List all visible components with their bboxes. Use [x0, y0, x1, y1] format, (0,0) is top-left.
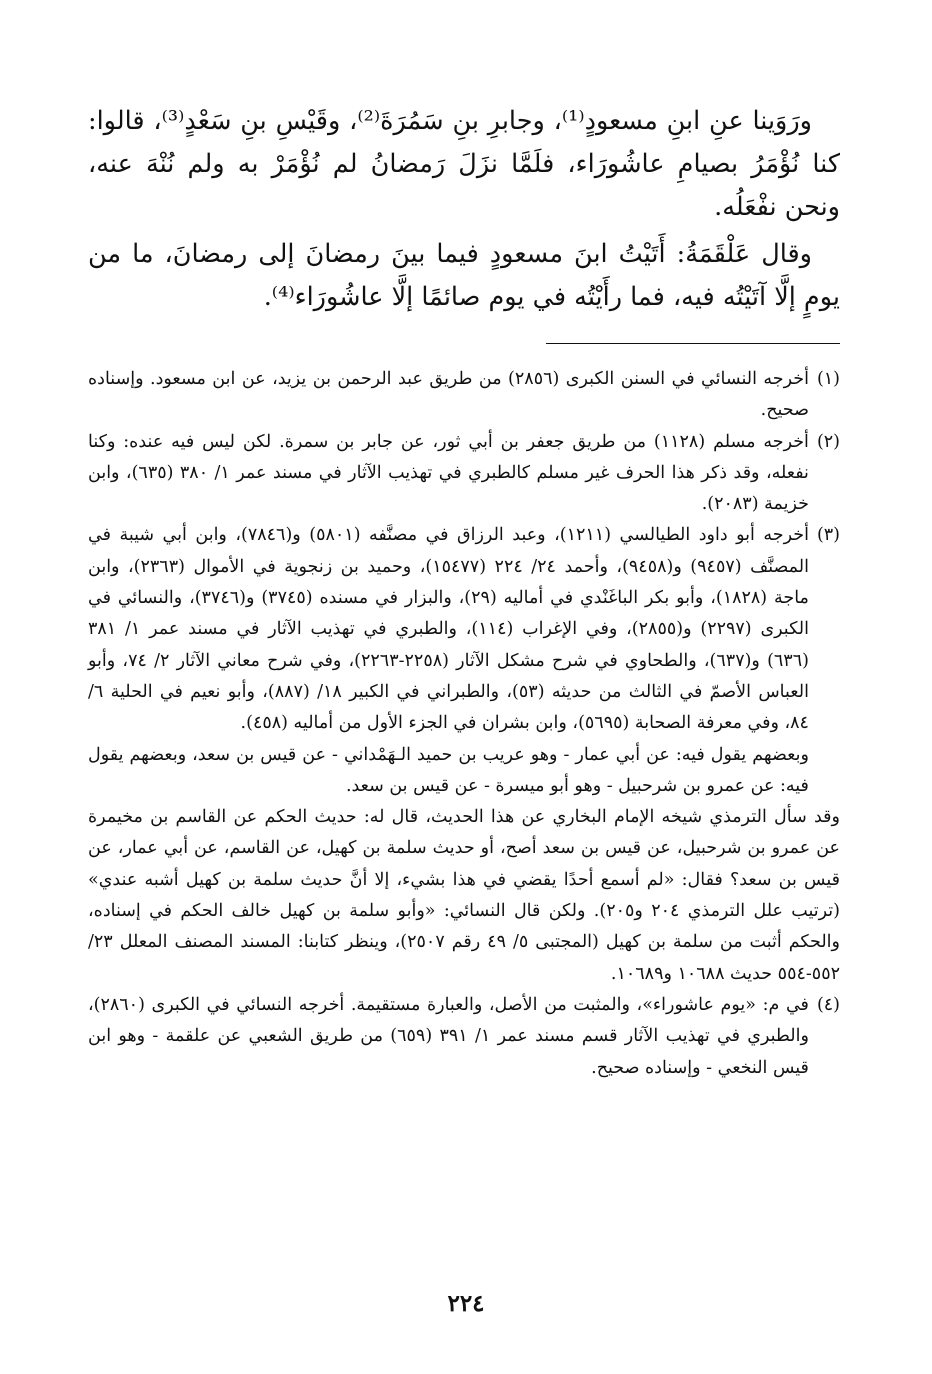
main-paragraph-2: وقال عَلْقَمَةُ: أَتَيْتُ ابنَ مسعودٍ فيما بينَ رمضانَ إلى رمضانَ، ما من يومٍ إلَّا آتَيْتُه فيه، فما رأَيْتُه في يوم صائمًا إلَّا عاشُورَاء⁽⁴⁾. [88, 239, 840, 312]
footnote-3-continuation: وقد سأل الترمذي شيخه الإمام البخاري عن هذا الحديث، قال له: حديث الحكم عن القاسم بن مخيمرة عن عمرو بن شرحبيل، عن قيس بن سعد أصح، أو حديث سلمة بن كهيل، عن القاسم، عن أبي عمار، عن قيس بن سعد؟ فقال: «لم أسمع أحدًا يقضي في هذا بشيء، إلا أنَّ حديث سلمة بن كهيل أشبه عندي» (ترتيب علل الترمذي ٢٠٤ و٢٠٥). ولكن قال النسائي: «وأبو سلمة بن كهيل خالف الحكم في إسناده، والحكم أثبت من سلمة بن كهيل (المجتبى ٥/ ٤٩ رقم ٢٥٠٧)، وينظر كتابنا: المسند المصنف المعلل ٢٣/ ٥٥٢-٥٥٤ حديث ١٠٦٨٨ و١٠٦٨٩. [88, 807, 840, 984]
footnote-number: (١) [816, 369, 840, 389]
footnote-text: أخرجه مسلم (١١٢٨) من طريق جعفر بن أبي ثور، عن جابر بن سمرة. لكن ليس فيه عنده: وكنا نفعله، وقد ذكر هذا الحرف غير مسلم كالطبري في تهذيب الآثار في مسند عمر ١/ ٣٨٠ (٦٣٥)، وابن خزيمة (٢٠٨٣). [88, 431, 809, 515]
footnote-separator [546, 343, 840, 344]
page-number: ٢٢٤ [447, 1290, 485, 1317]
footnote-4 [88, 990, 840, 1084]
main-paragraph-1: ورَوَينا عنِ ابنِ مسعودٍ⁽¹⁾، وجابرِ بنِ سَمُرَةَ⁽²⁾، وقَيْسِ بنِ سَعْدٍ⁽³⁾، قالوا: كنا نُؤْمَرُ بصيامِ عاشُورَاء، فلَمَّا نزَلَ رَمضانُ لم نُؤْمَرْ به ولم نُنْهَ عنه، ونحن نفْعَلُه. [88, 106, 840, 222]
footnote-1 [88, 364, 840, 427]
main-text [88, 100, 840, 319]
footnote-text: أخرجه أبو داود الطيالسي (١٢١١)، وعبد الرزاق في مصنَّفه (٥٨٠١) و(٧٨٤٦)، وابن أبي شيبة في المصنَّف (٩٤٥٧) و(٩٤٥٨)، وأحمد ٢٤/ ٢٢٤ (١٥٤٧٧)، وحميد بن زنجوية في الأموال (٢٣٦٣)، وابن ماجة (١٨٢٨)، وأبو بكر الباغَنْدي في أماليه (٢٩)، والبزار في مسنده (٣٧٤٥) و(٣٧٤٦)، والنسائي في الكبرى (٢٢٩٧) و(٢٨٥٥)، وفي الإغراب (١١٤)، والطبري في تهذيب الآثار في مسند عمر ١/ ٣٨١ (٦٣٦) و(٦٣٧)، والطحاوي في شرح مشكل الآثار (٢٢٥٨-٢٢٦٣)، وفي شرح معاني الآثار ٢/ ٧٤، وأبو العباس الأصمّ في الثالث من حديثه (٥٣)، والطبراني في الكبير ١٨/ (٨٨٧)، وأبو نعيم في الحلية ٦/ ٨٤، وفي معرفة الصحابة (٥٦٩٥)، وابن بشران في الجزء الأول من أماليه (٤٥٨). [88, 525, 809, 734]
footnote-number: (٤) [816, 994, 840, 1015]
footnotes [88, 364, 840, 1084]
footnote-3 [88, 520, 840, 802]
footnote-text: وبعضهم يقول فيه: عن أبي عمار - وهو عريب بن حميد الـهَمْداني - عن قيس بن سعد، وبعضهم يقول فيه: عن عمرو بن شرحبيل - وهو أبو ميسرة - عن قيس بن سعد. [88, 744, 809, 796]
footnote-text: في م: «يوم عاشوراء»، والمثبت من الأصل، والعبارة مستقيمة. أخرجه النسائي في الكبرى (٢٨٦٠)، والطبري في تهذيب الآثار قسم مسند عمر ١/ ٣٩١ (٦٥٩) من طريق الشعبي عن علقمة - وهو ابن قيس النخعي - وإسناده صحيح. [88, 994, 809, 1078]
footnote-text: أخرجه النسائي في السنن الكبرى (٢٨٥٦) من طريق عبد الرحمن بن يزيد، عن ابن مسعود. وإسناده صحيح. [88, 369, 809, 421]
footnote-number: (٢) [816, 431, 840, 452]
footnote-2 [88, 427, 840, 521]
footnote-number: (٣) [816, 525, 840, 546]
